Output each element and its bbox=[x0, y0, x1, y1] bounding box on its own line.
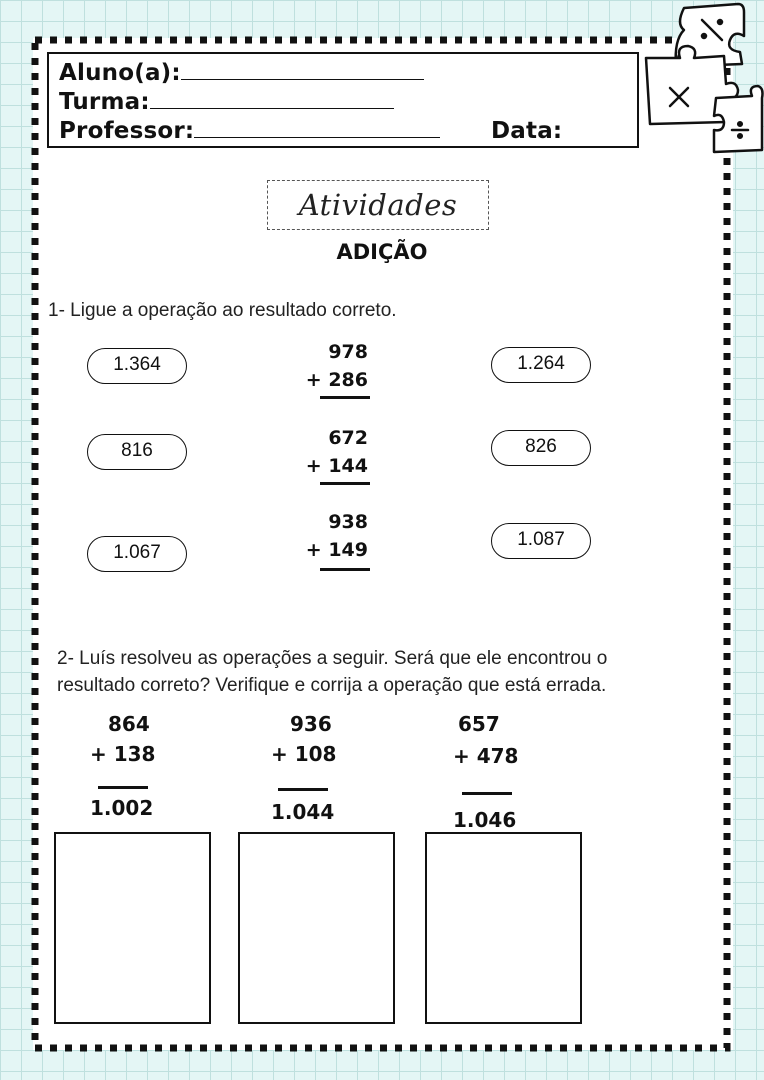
student-name-line[interactable] bbox=[181, 61, 424, 80]
operation-top: 672 bbox=[328, 427, 368, 449]
q2-op1-bottom: + 138 bbox=[90, 742, 156, 766]
operation-line bbox=[462, 792, 512, 795]
puzzle-pieces-icon bbox=[640, 0, 764, 160]
right-result-pill[interactable]: 826 bbox=[491, 430, 591, 466]
right-result-pill[interactable]: 1.264 bbox=[491, 347, 591, 383]
operation-top: 978 bbox=[328, 341, 368, 363]
q2-op3-result: 1.046 bbox=[453, 808, 517, 832]
operation-bottom: + 149 bbox=[305, 539, 368, 561]
left-result-pill[interactable]: 1.364 bbox=[87, 348, 187, 384]
student-label: Aluno(a): bbox=[59, 60, 181, 86]
answer-box-1[interactable] bbox=[54, 832, 211, 1024]
class-line[interactable] bbox=[150, 90, 394, 109]
question-1-prompt: 1- Ligue a operação ao resultado correto. bbox=[48, 300, 397, 321]
class-label: Turma: bbox=[59, 89, 150, 115]
page-subtitle: ADIÇÃO bbox=[336, 240, 428, 264]
teacher-row bbox=[59, 118, 440, 144]
answer-box-2[interactable] bbox=[238, 832, 395, 1024]
q2-op2-top: 936 bbox=[290, 712, 332, 736]
left-result-pill[interactable]: 816 bbox=[87, 434, 187, 470]
title-box bbox=[267, 180, 489, 230]
q2-op2-bottom: + 108 bbox=[271, 742, 337, 766]
teacher-line[interactable] bbox=[194, 119, 440, 138]
operation-line bbox=[320, 568, 370, 571]
header-info-box bbox=[47, 52, 639, 148]
operation-3[interactable] bbox=[300, 508, 368, 564]
q2-op1-top: 864 bbox=[108, 712, 150, 736]
class-row bbox=[59, 89, 394, 115]
operation-top: 938 bbox=[328, 511, 368, 533]
question-2-prompt bbox=[57, 645, 687, 699]
q2-op3-top: 657 bbox=[458, 712, 500, 736]
q2-op3-bottom: + 478 bbox=[453, 744, 519, 768]
student-row bbox=[59, 60, 424, 86]
question-2-line-2: resultado correto? Verifique e corrija a operação que está errada. bbox=[57, 675, 607, 696]
operation-line bbox=[320, 482, 370, 485]
teacher-label: Professor: bbox=[59, 118, 195, 144]
operation-line bbox=[98, 786, 148, 789]
q2-op2-result: 1.044 bbox=[271, 800, 335, 824]
operation-line bbox=[278, 788, 328, 791]
right-result-pill[interactable]: 1.087 bbox=[491, 523, 591, 559]
left-result-pill[interactable]: 1.067 bbox=[87, 536, 187, 572]
operation-1[interactable] bbox=[300, 338, 368, 394]
answer-box-3[interactable] bbox=[425, 832, 582, 1024]
operation-bottom: + 144 bbox=[305, 455, 368, 477]
date-label: Data: bbox=[491, 118, 563, 144]
operation-line bbox=[320, 396, 370, 399]
page-title: Atividades bbox=[298, 188, 458, 222]
question-2-line-1: 2- Luís resolveu as operações a seguir. Será que ele encontrou o bbox=[57, 648, 608, 669]
operation-2[interactable] bbox=[300, 424, 368, 480]
operation-bottom: + 286 bbox=[305, 369, 368, 391]
q2-op1-result: 1.002 bbox=[90, 796, 154, 820]
